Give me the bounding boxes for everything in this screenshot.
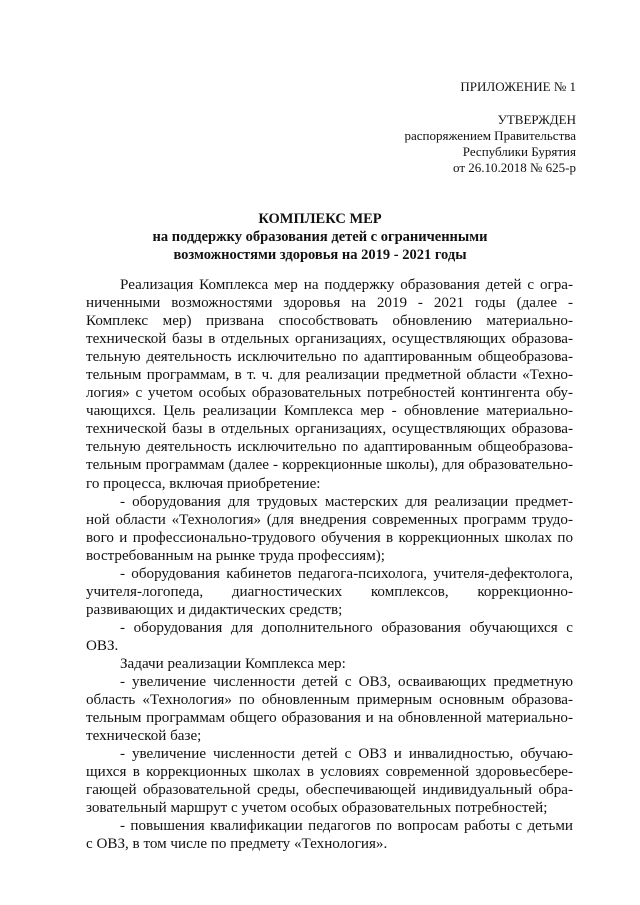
paragraph-line: гающей образовательной среды, обеспечивающей индивидуальный обра- [86, 782, 573, 799]
order-line-2: Республики Бурятия [462, 144, 576, 159]
order-line-1: распоряжением Правительства [404, 128, 576, 143]
body-paragraph [86, 655, 573, 673]
paragraph-line: с ОВЗ, в том числе по предмету «Технология». [86, 836, 388, 853]
paragraph-line: Задачи реализации Комплекса мер: [120, 655, 346, 672]
paragraph-line: Реализация Комплекса мер на поддержку образования детей с огра- [120, 277, 573, 293]
paragraph-line: развивающих и дидактических средств; [86, 601, 343, 618]
paragraph-line: тельную деятельность исключительно по адаптированным общеобразова- [86, 349, 573, 366]
paragraph-line: ОВЗ. [86, 637, 119, 654]
paragraph-line: востребованным на рынке труда профессиям); [86, 547, 385, 564]
paragraph-line: технической базы в отдельных организациях, осуществляющих образова- [86, 421, 573, 438]
paragraph-line: - оборудования кабинетов педагога-психолога, учителя-дефектолога, [120, 565, 573, 582]
approved-label: УТВЕРЖДЕН [497, 112, 576, 127]
paragraph-line: зовательный маршрут с учетом особых образовательных потребностей; [86, 800, 548, 817]
paragraph-line: - повышения квалификации педагогов по вопросам работы с детьми [120, 818, 573, 835]
body-paragraph [86, 673, 573, 745]
paragraph-line: - оборудования для трудовых мастерских для реализации предмет- [120, 493, 573, 510]
paragraph-line: - увеличение численности детей с ОВЗ и инвалидностью, обучаю- [120, 746, 573, 763]
paragraph-line: учителя-логопеда, диагностических комплексов, коррекционно- [86, 583, 573, 600]
body-paragraph [86, 619, 573, 655]
paragraph-line: технической базы в отдельных организациях, осуществляющих образова- [86, 331, 573, 348]
paragraph-line: Комплекс мер) призвана способствовать обновлению материально- [86, 313, 573, 330]
paragraph-line: щихся в коррекционных школах в условиях современной здоровьесбере- [86, 764, 573, 781]
body-paragraph [86, 817, 573, 853]
paragraph-line: ной области «Технология» (для внедрения современных программ трудо- [86, 511, 573, 528]
document-body [86, 276, 573, 854]
body-paragraph [86, 493, 573, 565]
paragraph-line: вого и профессионально-трудового обучения в коррекционных школах по [86, 529, 573, 546]
paragraph-line: чающихся. Цель реализации Комплекса мер - обновление материально- [86, 403, 573, 420]
paragraph-line: технической базе; [86, 728, 202, 745]
document-subtitle-line-1: на поддержку образования детей с ограниченными [152, 229, 488, 245]
body-paragraph [86, 565, 573, 619]
body-paragraph [86, 745, 573, 817]
document-subtitle-line-2: возможностями здоровья на 2019 - 2021 годы [173, 247, 467, 263]
document-title: КОМПЛЕКС МЕР [258, 211, 382, 227]
paragraph-line: го процесса, включая приобретение: [86, 475, 321, 492]
paragraph-line: область «Технология» по обновленным примерным основным образова- [86, 692, 573, 709]
paragraph-line: ниченными возможностями здоровья на 2019 - 2021 годы (далее - [86, 295, 573, 312]
paragraph-line: тельным программам общего образования и на обновленной материально- [86, 710, 573, 727]
paragraph-line: - оборудования для дополнительного образования обучающихся с [120, 619, 573, 636]
body-paragraph [86, 276, 573, 493]
paragraph-line: тельную деятельность исключительно по адаптированным общеобразова- [86, 439, 573, 456]
paragraph-line: - увеличение численности детей с ОВЗ, осваивающих предметную [120, 674, 573, 691]
order-line-3: от 26.10.2018 № 625-р [453, 160, 576, 175]
paragraph-line: логия» с учетом особых образовательных потребностей контингента обу- [86, 385, 573, 402]
paragraph-line: тельным программам, в т. ч. для реализации предметной области «Техно- [86, 367, 573, 384]
appendix-label: ПРИЛОЖЕНИЕ № 1 [460, 79, 576, 94]
paragraph-line: тельным программам (далее - коррекционные школы), для образовательно- [86, 457, 573, 474]
